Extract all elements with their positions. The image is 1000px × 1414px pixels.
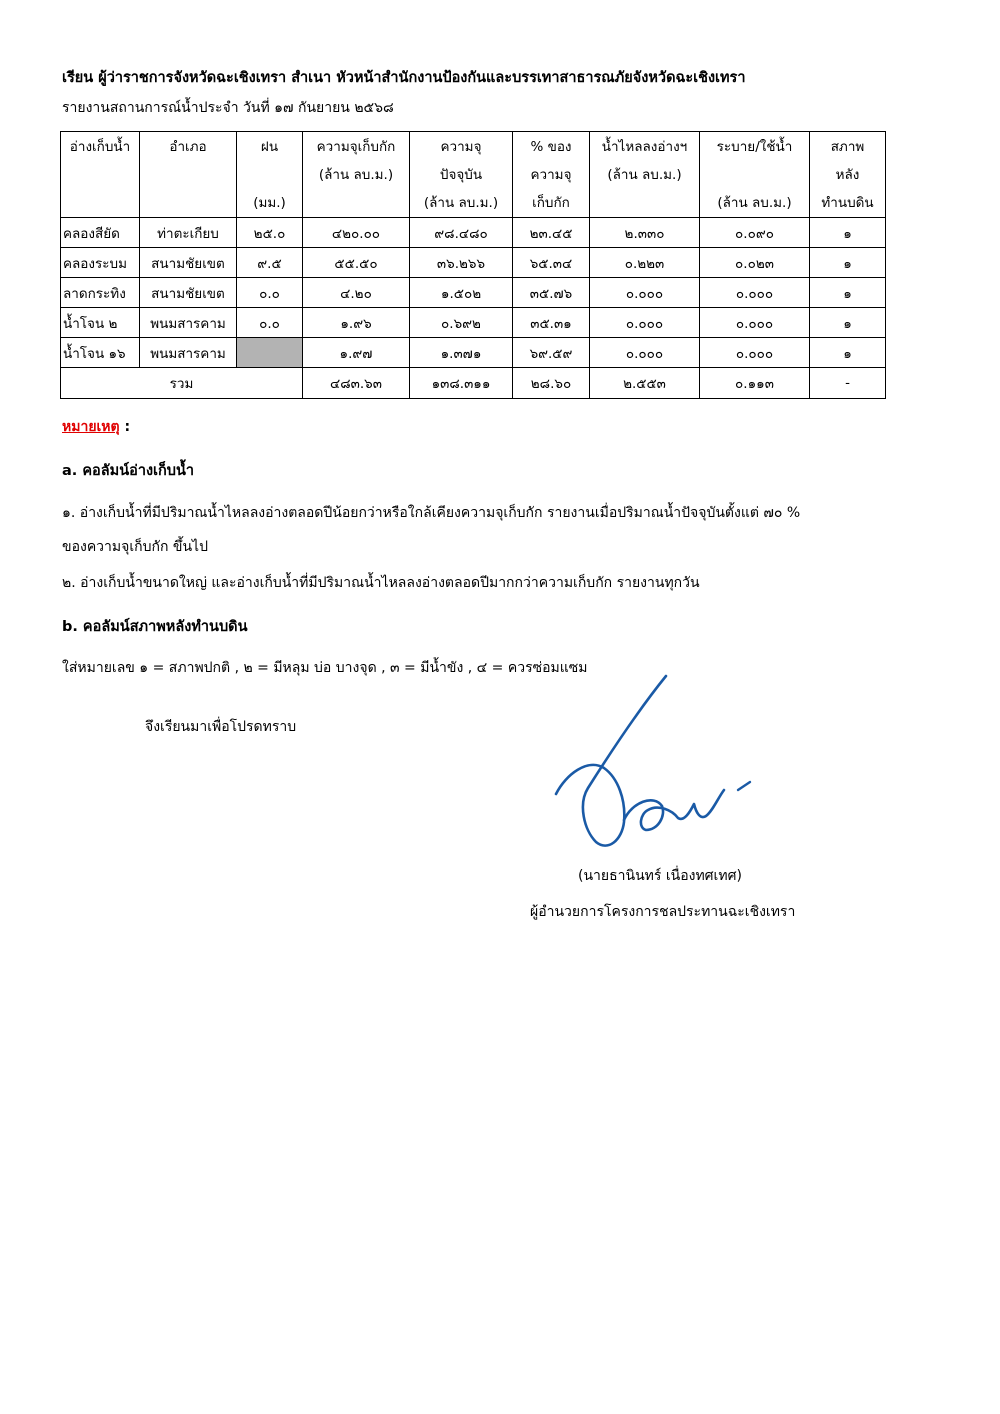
col-header-current-storage: ความจุ ปัจจุบัน (ล้าน ลบ.ม.)	[410, 132, 513, 218]
reservoir-name: ลาดกระทิง	[61, 278, 140, 308]
district: สนามชัยเขต	[140, 278, 237, 308]
percent-capacity: ๒๓.๔๕	[513, 218, 590, 248]
table-header-row	[61, 132, 886, 218]
total-capacity: ๔๘๓.๖๓	[303, 368, 410, 399]
total-label: รวม	[61, 368, 303, 399]
col-header-release: ระบาย/ใช้น้ำ (ล้าน ลบ.ม.)	[700, 132, 810, 218]
note-item-2: ๒. อ่างเก็บน้ำขนาดใหญ่ และอ่างเก็บน้ำที่มีปริมาณน้ำไหลลงอ่างตลอดปีมากกว่าความเก็บกัก รายงานทุกวัน	[62, 575, 700, 591]
signature-image	[548, 670, 778, 855]
table-row	[61, 338, 886, 368]
district: สนามชัยเขต	[140, 248, 237, 278]
capacity: ๕๕.๕๐	[303, 248, 410, 278]
capacity: ๑.๙๗	[303, 338, 410, 368]
table-row	[61, 218, 886, 248]
release: ๐.๐๙๐	[700, 218, 810, 248]
table-row	[61, 278, 886, 308]
col-header-reservoir: อ่างเก็บน้ำ	[61, 132, 140, 218]
current-storage: ๓๖.๒๖๖	[410, 248, 513, 278]
percent-capacity: ๓๕.๓๑	[513, 308, 590, 338]
condition-codes: ใส่หมายเลข ๑ = สภาพปกติ , ๒ = มีหลุม บ่อ บางจุด , ๓ = มีน้ำขัง , ๔ = ควรซ่อมแซม	[62, 660, 588, 676]
total-release: ๐.๑๑๓	[700, 368, 810, 399]
col-header-rain: ฝน (มม.)	[237, 132, 303, 218]
table-row	[61, 248, 886, 278]
signature-stroke	[738, 782, 750, 790]
percent-capacity: ๖๕.๓๔	[513, 248, 590, 278]
total-percent: ๒๘.๖๐	[513, 368, 590, 399]
capacity: ๔๒๐.๐๐	[303, 218, 410, 248]
total-dam-condition: -	[810, 368, 886, 399]
note-item-1-continued: ของความจุเก็บกัก ขึ้นไป	[62, 539, 208, 555]
rain-mm: ๙.๕	[237, 248, 303, 278]
release: ๐.๐๐๐	[700, 308, 810, 338]
notes-title-colon: :	[119, 419, 131, 435]
percent-capacity: ๓๕.๗๖	[513, 278, 590, 308]
dam-condition: ๑	[810, 218, 886, 248]
reservoir-name: น้ำโจน ๑๖	[61, 338, 140, 368]
capacity: ๑.๙๖	[303, 308, 410, 338]
reservoir-name: คลองระบม	[61, 248, 140, 278]
col-header-district: อำเภอ	[140, 132, 237, 218]
col-header-percent: % ของ ความจุ เก็บกัก	[513, 132, 590, 218]
current-storage: ๙๘.๔๘๐	[410, 218, 513, 248]
current-storage: ๑.๓๗๑	[410, 338, 513, 368]
col-header-capacity: ความจุเก็บกัก (ล้าน ลบ.ม.)	[303, 132, 410, 218]
rain-mm: ๐.๐	[237, 308, 303, 338]
note-item-1: ๑. อ่างเก็บน้ำที่มีปริมาณน้ำไหลลงอ่างตลอดปีน้อยกว่าหรือใกล้เคียงความจุเก็บกัก รายงานเมื่อปริมาณน้ำปัจจุบันตั้งแต่ ๗๐ %	[62, 505, 801, 521]
rain-mm-missing	[237, 338, 303, 368]
inflow: ๐.๐๐๐	[590, 308, 700, 338]
col-header-dam-condition: สภาพ หลัง ทำนบดิน	[810, 132, 886, 218]
signer-name: (นายธานินทร์ เนื่องทศเทศ)	[578, 868, 742, 884]
section-b-heading: b. คอลัมน์สภาพหลังทำนบดิน	[62, 619, 248, 635]
rain-mm: ๒๕.๐	[237, 218, 303, 248]
notes-title	[62, 416, 130, 438]
district: พนมสารคาม	[140, 308, 237, 338]
col-header-inflow: น้ำไหลลงอ่างฯ (ล้าน ลบ.ม.)	[590, 132, 700, 218]
signer-title: ผู้อำนวยการโครงการชลประทานฉะเชิงเทรา	[530, 904, 796, 920]
release: ๐.๐๐๐	[700, 338, 810, 368]
reservoir-name: คลองสียัด	[61, 218, 140, 248]
signature-stroke	[624, 790, 724, 830]
dam-condition: ๑	[810, 278, 886, 308]
district: ท่าตะเกียบ	[140, 218, 237, 248]
reservoir-table	[60, 131, 886, 399]
current-storage: ๐.๖๙๒	[410, 308, 513, 338]
capacity: ๔.๒๐	[303, 278, 410, 308]
dam-condition: ๑	[810, 338, 886, 368]
rain-mm: ๐.๐	[237, 278, 303, 308]
closing-line: จึงเรียนมาเพื่อโปรดทราบ	[145, 719, 297, 735]
inflow: ๐.๒๒๓	[590, 248, 700, 278]
inflow: ๒.๓๓๐	[590, 218, 700, 248]
section-a-heading: a. คอลัมน์อ่างเก็บน้ำ	[62, 463, 195, 479]
reservoir-name: น้ำโจน ๒	[61, 308, 140, 338]
table-row	[61, 308, 886, 338]
release: ๐.๐๐๐	[700, 278, 810, 308]
dam-condition: ๑	[810, 248, 886, 278]
total-row	[61, 368, 886, 399]
district: พนมสารคาม	[140, 338, 237, 368]
report-subtitle: รายงานสถานการณ์น้ำประจำ วันที่ ๑๗ กันยายน ๒๕๖๘	[62, 100, 394, 116]
letter-heading: เรียน ผู้ว่าราชการจังหวัดฉะเชิงเทรา สำเนา หัวหน้าสำนักงานป้องกันและบรรเทาสาธารณภัยจังหวัดฉะเชิงเทรา	[62, 70, 746, 86]
inflow: ๐.๐๐๐	[590, 338, 700, 368]
notes-title-label: หมายเหตุ	[62, 419, 120, 435]
total-inflow: ๒.๕๕๓	[590, 368, 700, 399]
dam-condition: ๑	[810, 308, 886, 338]
release: ๐.๐๒๓	[700, 248, 810, 278]
total-current-storage: ๑๓๘.๓๑๑	[410, 368, 513, 399]
signature-stroke	[556, 676, 666, 846]
percent-capacity: ๖๙.๕๙	[513, 338, 590, 368]
current-storage: ๑.๕๐๒	[410, 278, 513, 308]
inflow: ๐.๐๐๐	[590, 278, 700, 308]
